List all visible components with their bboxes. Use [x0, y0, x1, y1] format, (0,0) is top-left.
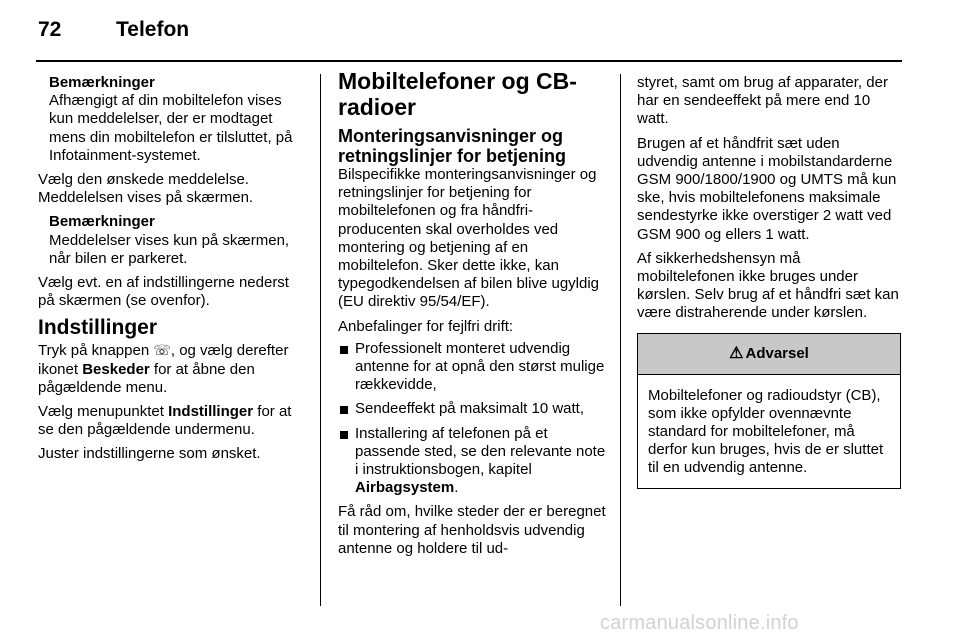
column-1: [38, 74, 304, 470]
bullet-text: Installering af telefonen på et passende sted, se den relevante note i instruktionsbogen, kapitel: [355, 424, 606, 479]
watermark: carmanualsonline.info: [600, 612, 799, 634]
text: , og vælg derefter ikonet: [38, 342, 289, 378]
menu-term: Indstillinger: [168, 403, 254, 421]
warning-header: [638, 334, 900, 375]
bullet-text: Sendeeffekt på maksimalt 10 watt,: [355, 400, 585, 418]
paragraph: Bilspecifikke monteringsanvisninger og retningslinjer for betjening for mobiltelefonen og fra håndfri-producenten skal overholdes ved montering og betjening af en mobiltelefon. Sker dette ikke, kan typegodkendelsen af bilen blive ugyldig (EU direktiv 95/54/EF).: [338, 166, 600, 311]
warning-text: Mobiltelefoner og radioudstyr (CB), som ikke opfylder ovennævnte standard for mobiltelefoner, må derfor kun bruges, hvis de er sluttet til en udvendig antenne.: [648, 386, 884, 477]
chapter-heading: Mobiltelefoner og CB-radioer: [338, 68, 577, 120]
paragraph: Vælg den ønskede meddelelse. Meddelelsen vises på skærmen.: [38, 171, 254, 207]
note-title: Bemærkninger: [49, 74, 155, 91]
page-title: Telefon: [116, 18, 190, 41]
bullet-item: [338, 425, 606, 498]
text: Vælg menupunktet: [38, 403, 164, 421]
paragraph: Brugen af et håndfrit sæt uden udvendig antenne i mobilstandarderne GSM 900/1800/1900 og UMTS må kun ske, hvis mobiltelefonens maksimale sendestyrke ikke overstiger 2 watt ved GSM 900 og ellers 1 watt.: [637, 134, 897, 243]
chapter-reference: Airbagsystem: [355, 479, 455, 497]
warning-box: [637, 333, 901, 489]
warning-title: Advarsel: [745, 344, 809, 362]
page-number: 72: [38, 18, 62, 41]
bullet-text-end: .: [454, 479, 459, 497]
text: for at åbne den pågældende menu.: [38, 360, 255, 396]
text: for at se den pågældende undermenu.: [38, 403, 292, 439]
column-divider: [320, 74, 321, 606]
note-text: Afhængigt af din mobiltelefon vises kun meddelelser, der er modtaget mens din mobiltelefon er tilsluttet, på Infotainment-systemet.: [49, 92, 293, 164]
warning-icon: ⚠: [729, 344, 744, 362]
bullet-item: [338, 400, 606, 418]
bullet-square-icon: [340, 406, 348, 414]
column-2: [338, 68, 606, 564]
paragraph: Juster indstillingerne som ønsket.: [38, 445, 261, 463]
text: Tryk på knappen: [38, 342, 150, 360]
subsection-heading: Monteringsanvisninger og retningslinjer for betjening: [338, 126, 567, 166]
paragraph: [38, 341, 304, 397]
paragraph: [38, 403, 304, 439]
menu-term: Beskeder: [82, 360, 150, 378]
paragraph: Få råd om, hvilke steder der er beregnet til montering af henholdsvis udvendig antenne og holdere til ud-: [338, 503, 606, 557]
note-text: Meddelelser vises kun på skærmen, når bilen er parkeret.: [49, 231, 290, 267]
bullet-item: [338, 340, 606, 395]
paragraph: Af sikkerhedshensyn må mobiltelefonen ikke bruges under kørslen. Selv brug af et håndfri sæt kan være distraherende under kørslen.: [637, 249, 899, 322]
column-3: [637, 74, 902, 489]
column-divider: [620, 74, 621, 606]
note-box: [38, 74, 304, 165]
bullet-text: Professionelt monteret udvendig antenne for at opnå den størst mulige rækkevidde,: [355, 339, 605, 394]
note-title: Bemærkninger: [49, 213, 155, 231]
paragraph: Anbefalinger for fejlfri drift:: [338, 317, 514, 335]
phone-icon: ☏: [153, 342, 171, 359]
paragraph: Vælg evt. en af indstillingerne nederst på skærmen (se ovenfor).: [38, 274, 289, 310]
section-heading-settings: Indstillinger: [38, 316, 158, 340]
bullet-square-icon: [340, 346, 348, 354]
header-rule: [36, 60, 902, 62]
note-box: [38, 213, 304, 268]
bullet-square-icon: [340, 431, 348, 439]
paragraph: styret, samt om brug af apparater, der har en sendeeffekt på mere end 10 watt.: [637, 74, 888, 128]
